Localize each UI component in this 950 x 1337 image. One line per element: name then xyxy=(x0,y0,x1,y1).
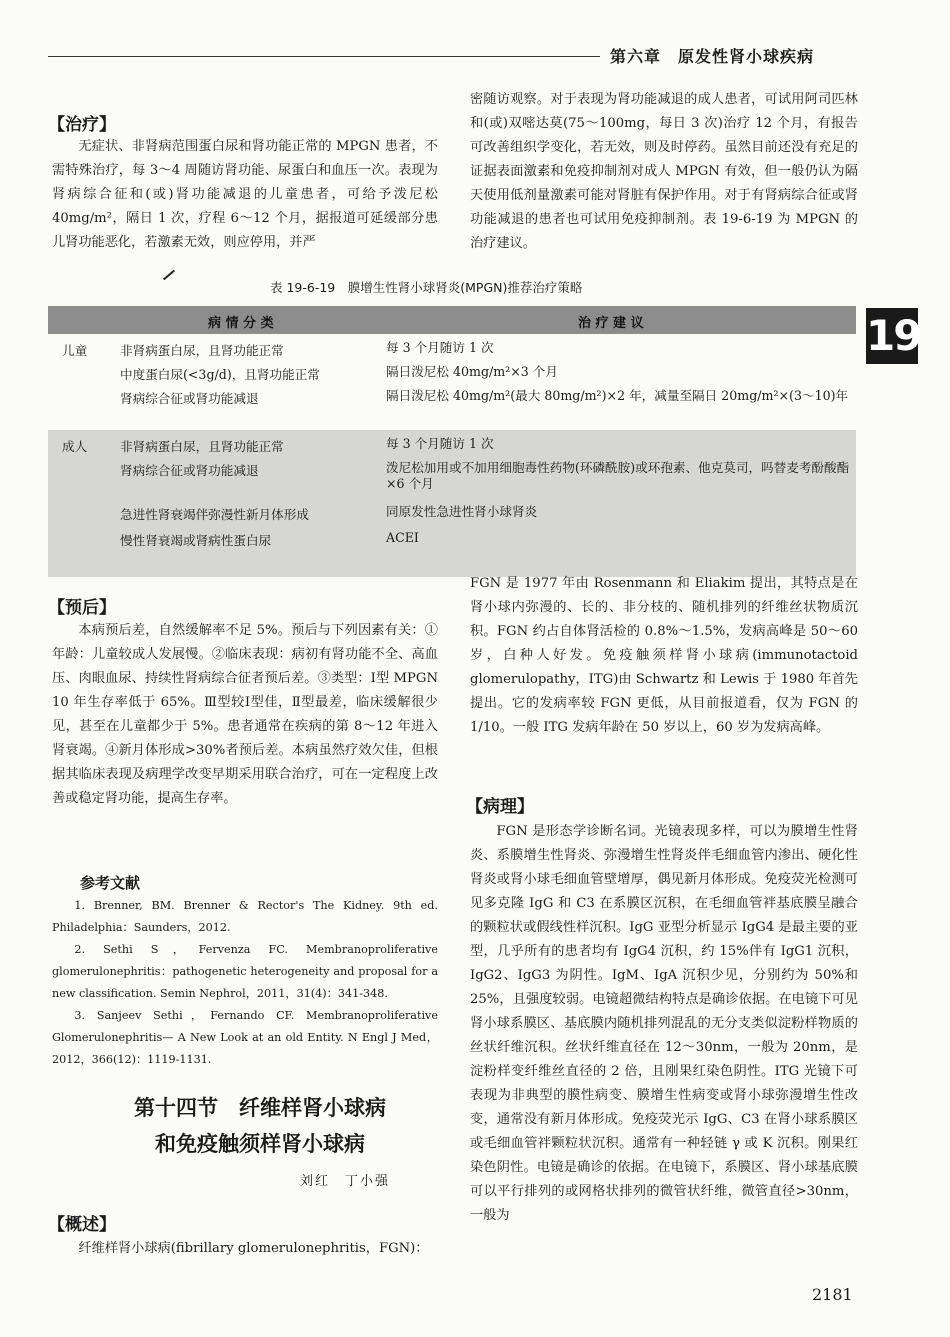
reference-item: 3. Sanjeev Sethi，Fernando CF. Membranoproliferative Glomerulonephritis— A New Look at an old Entity. N Engl J Med，2012，366(12)：1119-1131. xyxy=(52,1009,438,1066)
section-title-line1: 第十四节 纤维样肾小球病 xyxy=(134,1096,386,1120)
table-header xyxy=(48,306,856,334)
page-number: 2181 xyxy=(812,1285,853,1304)
table-col-condition: 病 情 分 类 xyxy=(208,316,274,331)
table-cell-condition: 非肾病蛋白尿，且肾功能正常 xyxy=(120,439,284,454)
pathology-heading: 【病理】 xyxy=(466,797,534,817)
pen-mark xyxy=(163,270,175,281)
overview-right-paragraph: FGN 是 1977 年由 Rosenmann 和 Eliakim 提出，其特点是在肾小球内弥漫的、长的、非分枝的、随机排列的纤维丝状物质沉积。FGN 约占自体肾活检的 0.8%～1.5%，发病高峰是 50～60 岁，白种人好发。免疫触须样肾小球病(immunotactoid glomerulopathy，ITG)由 Schwartz 和 Lewis 于 1980 年首先提出。它的发病率较 FGN 更低，从目前报道看，仅为 FGN 的 1/10。一般 ITG 发病年龄在 50 岁以上，60 岁为发病高峰。 xyxy=(470,576,858,735)
reference-item: 1. Brenner, BM. Brenner & Rector's The Kidney. 9th ed. Philadelphia：Saunders，2012. xyxy=(52,899,438,934)
treatment-right-paragraph: 密随访观察。对于表现为肾功能减退的成人患者，可试用阿司匹林和(或)双嘧达莫(75～100mg，每日 3 次)治疗 12 个月，有报告可改善组织学变化，若无效，则及时停药。虽然目前还没有充足的证据表面激素和免疫抑制剂对成人 MPGN 有效，但一般仍认为隔天使用低剂量激素可能对肾脏有保护作用。对于有肾病综合征或肾功能减退的患者也可试用免疫抑制剂。表 19-6-19 为 MPGN 的治疗建议。 xyxy=(470,92,858,251)
table-cell-condition: 肾病综合征或肾功能减退 xyxy=(120,391,259,406)
authors: 刘红 丁小强 xyxy=(300,1174,391,1189)
treatment-left-paragraph: 无症状、非肾病范围蛋白尿和肾功能正常的 MPGN 患者，不需特殊治疗，每 3～4 周随访肾功能、尿蛋白和血压一次。表现为肾病综合征和(或)肾功能减退的儿童患者，可给予泼尼松 40mg/m²，隔日 1 次，疗程 6～12 个月，据报道可延缓部分患儿肾功能恶化，若激素无效，则应停用，并严 xyxy=(52,139,438,250)
table-cell-condition: 非肾病蛋白尿，且肾功能正常 xyxy=(120,343,284,358)
overview-left-paragraph: 纤维样肾小球病(fibrillary glomerulonephritis，FGN)： xyxy=(78,1241,429,1256)
table-cell-condition: 肾病综合征或肾功能减退 xyxy=(120,463,259,478)
table-cell-recommendation: 每 3 个月随访 1 次 xyxy=(386,340,494,355)
table-group-children xyxy=(48,334,856,430)
table-cell-recommendation: 隔日泼尼松 40mg/m²×3 个月 xyxy=(386,364,558,379)
table-cell-recommendation: 泼尼松加用或不加用细胞毒性药物(环磷酰胺)或环孢素、他克莫司，吗替麦考酚酸酯×6 个月 xyxy=(386,460,850,491)
pathology-paragraph: FGN 是形态学诊断名词。光镜表现多样，可以为膜增生性肾炎、系膜增生性肾炎、弥漫增生性肾炎伴毛细血管内渗出、硬化性肾炎或肾小球毛细血管壁增厚，偶见新月体形成。免疫荧光检测可见多克隆 IgG 和 C3 在系膜区沉积，在毛细血管袢基底膜呈融合的颗粒状或假线性样沉积。IgG 亚型分析显示 IgG4 是最主要的亚型，几乎所有的患者均有 IgG4 沉积，约 15%伴有 IgG1 沉积，IgG2、IgG3 为阴性。IgM、IgA 沉积少见，分别约为 50%和 25%，且强度较弱。电镜超微结构特点是确诊依据。在电镜下可见肾小球系膜区、基底膜内随机排列混乱的无分支类似淀粉样物质的丝状纤维沉积。丝状纤维直径在 12～30nm，一般为 20nm，是淀粉样变纤维丝直径的 2 倍，且刚果红染色阴性。ITG 光镜下可表现为非典型的膜性病变、膜增生性病变或肾小球弥漫增生性改变，通常没有新月体形成。免疫荧光示 IgG、C3 在肾小球系膜区或毛细血管袢颗粒状沉积。通常有一种轻链 γ 或 K 沉积。刚果红染色阴性。电镜是确诊的依据。在电镜下，系膜区、肾小球基底膜可以平行排列的或网格状排列的微管状纤维，微管直径>30nm，一般为 xyxy=(470,824,858,1223)
table-cell-condition: 急进性肾衰竭伴弥漫性新月体形成 xyxy=(120,507,309,522)
table-title: 表 19-6-19 膜增生性肾小球肾炎(MPGN)推荐治疗策略 xyxy=(270,280,583,295)
table-cell-recommendation: 每 3 个月随访 1 次 xyxy=(386,436,494,451)
treatment-heading: 【治疗】 xyxy=(48,115,116,135)
table-cell-recommendation: 同原发性急进性肾小球肾炎 xyxy=(386,504,538,519)
table-cell-condition: 中度蛋白尿(<3g/d)，且肾功能正常 xyxy=(120,367,320,382)
table-group-adults xyxy=(48,430,856,577)
table-cell-condition: 慢性肾衰竭或肾病性蛋白尿 xyxy=(120,533,272,548)
table-category: 儿童 xyxy=(62,343,88,358)
header-rule xyxy=(48,56,600,57)
overview-heading: 【概述】 xyxy=(48,1215,116,1235)
chapter-tab-marker: 19 xyxy=(866,308,918,364)
section-title-line2: 和免疫触须样肾小球病 xyxy=(155,1132,365,1156)
references-title: 参考文献 xyxy=(80,874,141,892)
table-col-recommendation: 治 疗 建 议 xyxy=(578,316,644,331)
prognosis-paragraph: 本病预后差，自然缓解率不足 5%。预后与下列因素有关：①年龄：儿童较成人发展慢。②临床表现：病初有肾功能不全、高血压、肉眼血尿、持续性肾病综合征者预后差。③类型：Ⅰ型 MPGN 10 年生存率低于 65%。Ⅲ型较Ⅰ型佳，Ⅱ型最差，临床缓解很少见，甚至在儿童都少于 5%。患者通常在疾病的第 8～12 年进入肾衰竭。④新月体形成>30%者预后差。本病虽然疗效欠佳，但根据其临床表现及病理学改变早期采用联合治疗，可在一定程度上改善或稳定肾功能，提高生存率。 xyxy=(52,623,438,806)
table-cell-recommendation: ACEI xyxy=(386,530,419,545)
table-category: 成人 xyxy=(62,439,88,454)
reference-item: 2. Sethi S，Fervenza FC. Membranoproliferative glomerulonephritis：pathogenetic heterogeneity and proposal for a new classification. Semin Nephrol，2011，31(4)：341-348. xyxy=(52,943,438,1000)
prognosis-heading: 【预后】 xyxy=(48,598,116,618)
table-cell-recommendation: 隔日泼尼松 40mg/m²(最大 80mg/m²)×2 年，减量至隔日 20mg/m²×(3～10)年 xyxy=(386,388,849,403)
chapter-title: 第六章 原发性肾小球疾病 xyxy=(610,47,815,66)
treatment-table xyxy=(48,306,856,577)
